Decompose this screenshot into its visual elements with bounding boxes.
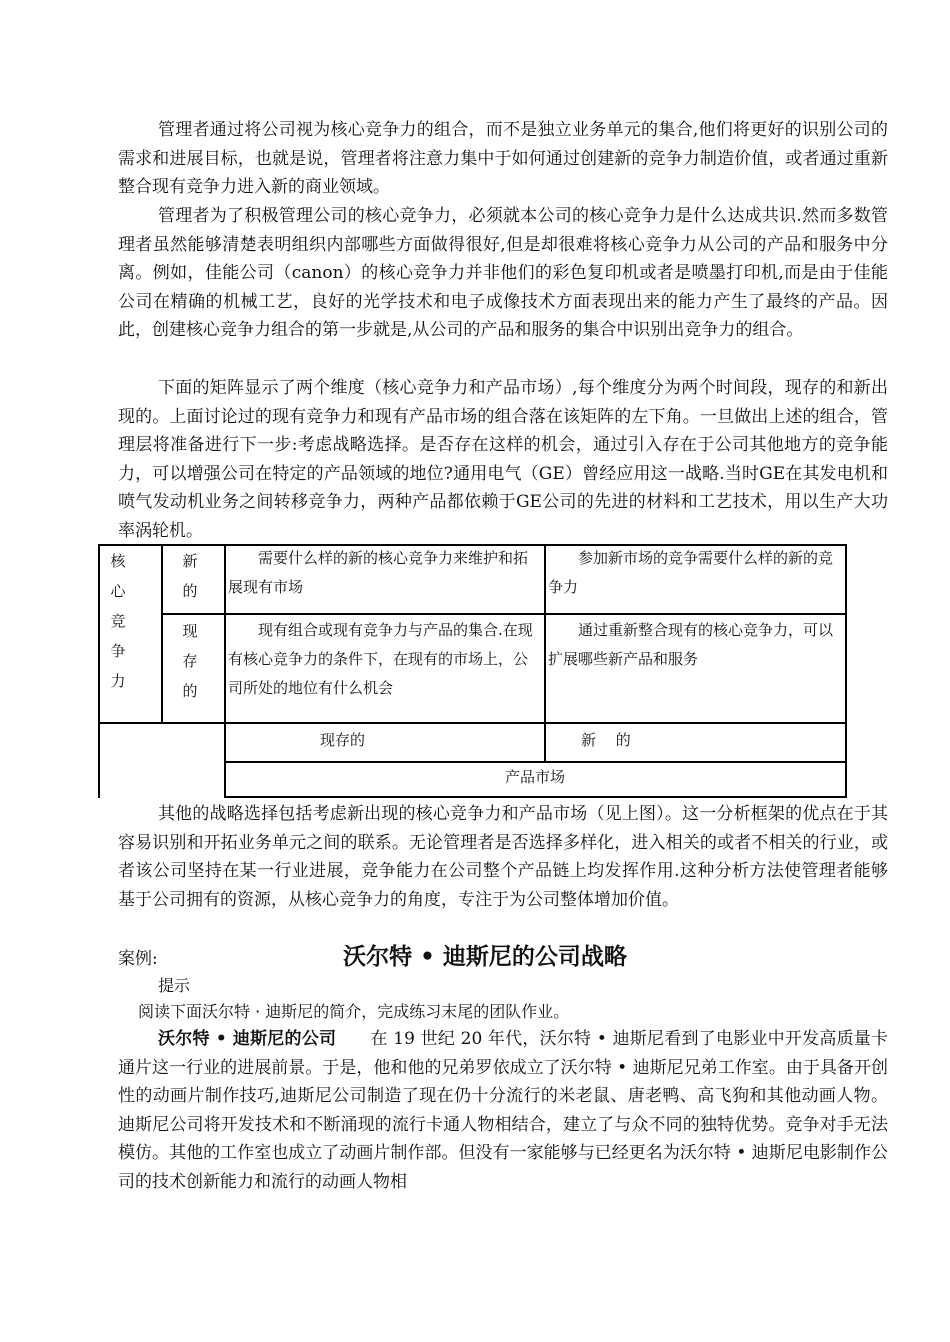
hint-heading: 提示 [158,976,191,995]
paragraph-3: 下面的矩阵显示了两个维度（核心竞争力和产品市场）,每个维度分为两个时间段，现存的和新出现的。上面讨论过的现有竞争力和现有产品市场的组合落在该矩阵的左下角。一旦做出上述的组合，管理层将准备进行下一步:考虑战略选择。是否存在这样的机会，通过引入存在于公司其他地方的竞争能力，可以增强公司在特定的产品领域的地位?通用电气（GE）曾经应用这一战略.当时GE在其发电机和喷气发动机业务之间转移竞争力，两种产品都依赖于GE公司的先进的材料和工艺技术，用以生产大功率涡轮机。 [118,378,888,541]
case-lead-bold: 沃尔特 • 迪斯尼的公司 [158,1029,337,1049]
matrix-line [98,544,100,798]
axis-x-label: 产品市场 [504,768,565,786]
case-label: 案例: [118,949,158,969]
cell-new-competence-new-market: 参加新市场的竞争需要什么样的新的竞争力 [548,549,834,596]
cell-existing-competence-new-market: 通过重新整合现有的核心竞争力，可以扩展哪些新产品和服务 [548,621,834,668]
case-body-paragraph [118,1025,888,1197]
instruction-text: 阅读下面沃尔特 · 迪斯尼的简介，完成练习末尾的团队作业。 [138,1002,570,1021]
matrix-line [161,613,846,615]
cell-existing-competence-existing-market: 现有组合或现有竞争力与产品的集合.在现有核心竞争力的条件下，在现有的市场上，公司所处的地位有什么机会 [228,621,533,697]
col-label-existing: 现存的 [320,731,366,749]
paragraph-4: 其他的战略选择包括考虑新出现的核心竞争力和产品市场（见上图）。这一分析框架的优点在于其容易识别和开拓业务单元之间的联系。无论管理者是否选择多样化，进入相关的或者不相关的行业，或者该公司坚持在某一行业进展，竞争能力在公司整个产品链上均发挥作用.这种分析方法使管理者能够基于公司拥有的资源，从核心竞争力的角度，专注于为公司整体增加价值。 [118,804,888,910]
competence-matrix [98,544,846,798]
case-body-text: 在 19 世纪 20 年代，沃尔特 • 迪斯尼看到了电影业中开发高质量卡通片这一行业的进展前景。于是，他和他的兄弟罗依成立了沃尔特 • 迪斯尼兄弟工作室。由于具备开创性的动画片制作技巧,迪斯尼公司制造了现在仍十分流行的米老鼠、唐老鸭、高飞狗和其他动画人物。迪斯尼公司将开发技术和不断涌现的流行卡通人物相结合，建立了与众不同的独特优势。竞争对手无法模仿。其他的工作室也成立了动画片制作部。但没有一家能够与已经更名为沃尔特 • 迪斯尼电影制作公司的技术创新能力和流行的动画人物相 [118,1029,889,1192]
paragraph-1: 管理者通过将公司视为核心竞争力的组合，而不是独立业务单元的集合,他们将更好的识别公司的需求和进展目标，也就是说，管理者将注意力集中于如何通过创建新的竞争力制造价值，或者通过重新整合现有竞争力进入新的商业领域。 [118,120,888,198]
cell-new-competence-existing-market: 需要什么样的新的核心竞争力来维护和拓展现有市场 [228,549,529,596]
row-label-new: 新 的 [182,552,198,600]
paragraph-2: 管理者为了积极管理公司的核心竞争力，必须就本公司的核心竞争力是什么达成共识.然而多数管理者虽然能够清楚表明组织内部哪些方面做得很好,但是却很难将核心竞争力从公司的产品和服务中分离。例如，佳能公司（canon）的核心竞争力并非他们的彩色复印机或者是喷墨打印机,而是由于佳能公司在精确的机械工艺，良好的光学技术和电子成像技术方面表现出来的能力产生了最终的产品。因此，创建核心竞争力组合的第一步就是,从公司的产品和服务的集合中识别出竞争力的组合。 [118,206,888,341]
matrix-line [544,544,546,762]
col-label-new: 新 的 [581,731,631,749]
matrix-line [161,544,163,723]
row-label-existing: 现 存 的 [182,622,198,700]
matrix-line [845,544,847,798]
matrix-line [224,796,846,798]
matrix-line [224,544,226,798]
axis-y-label: 核 心 竞 争 力 [110,552,126,690]
matrix-line [98,722,846,724]
case-title: 沃尔特 • 迪斯尼的公司战略 [343,944,627,970]
